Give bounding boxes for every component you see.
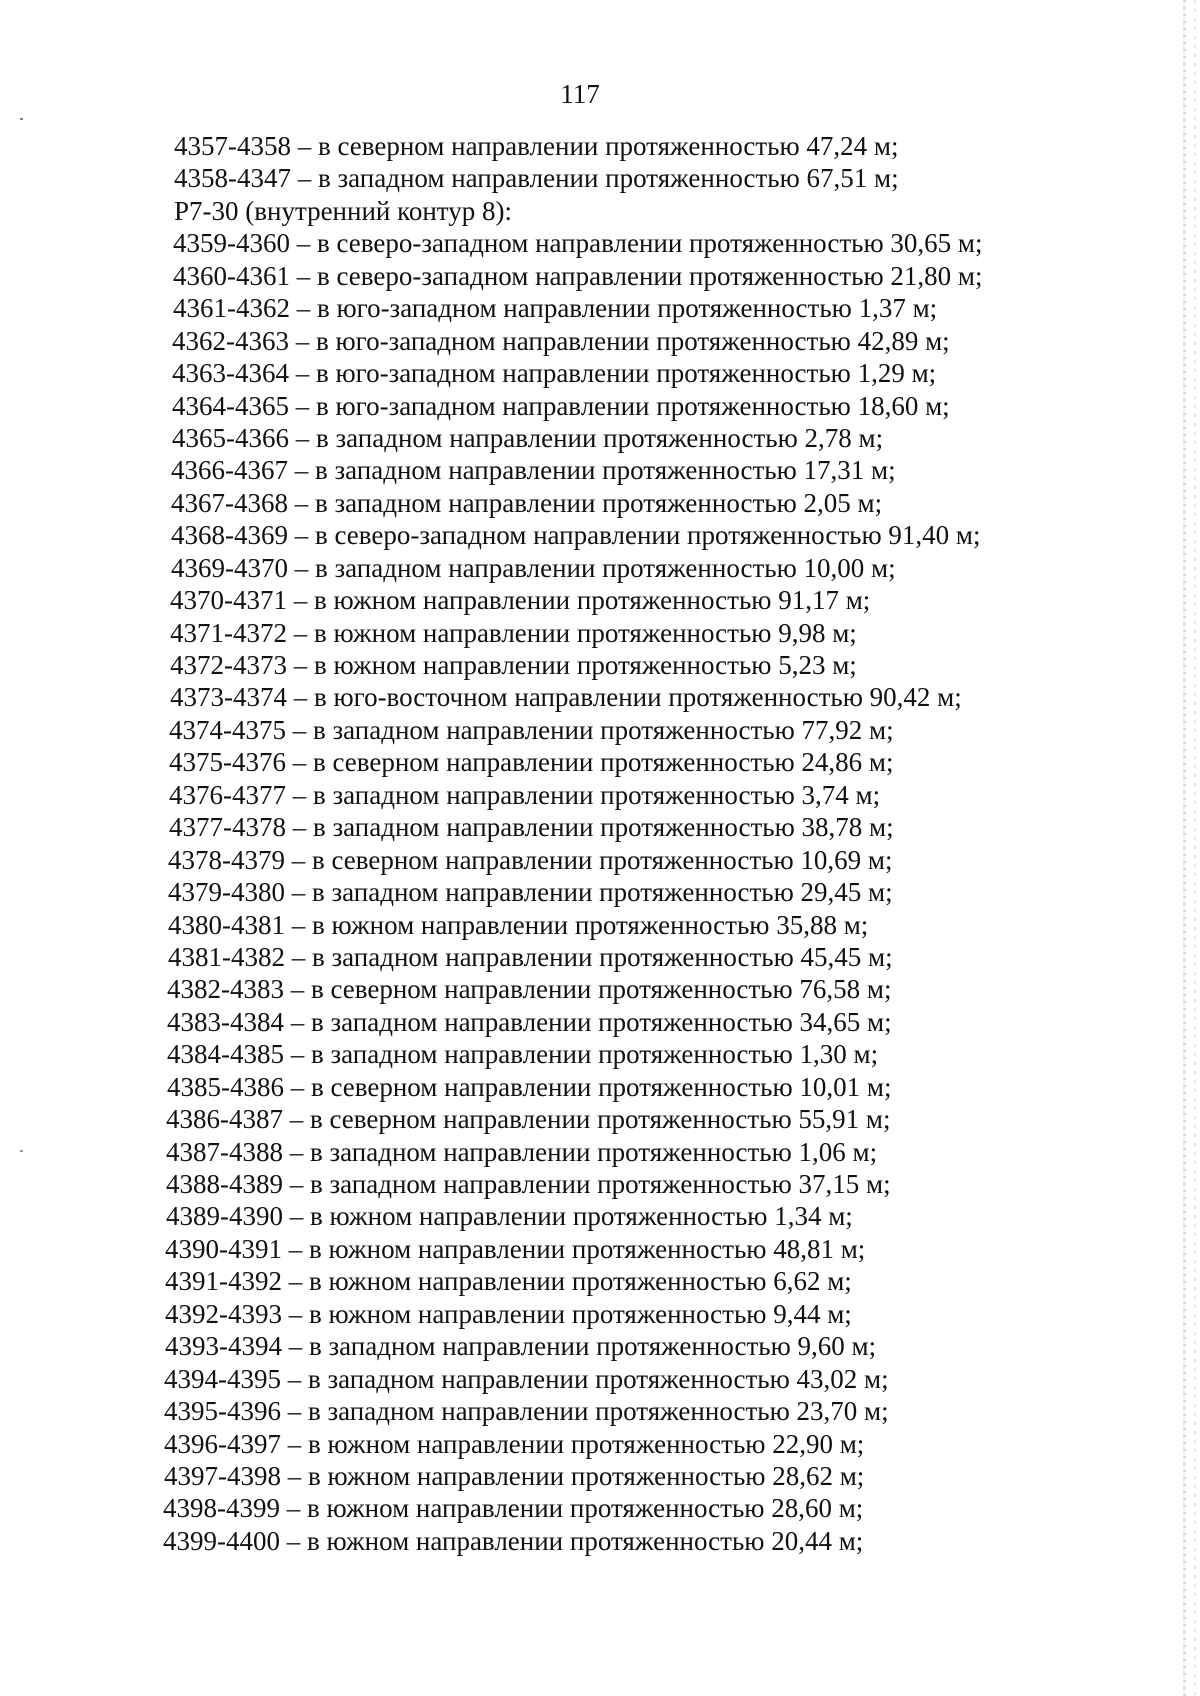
boundary-segment-line: 4371-4372 – в южном направлении протяженностью 9,98 м; <box>170 617 857 648</box>
boundary-segment-line: 4391-4392 – в южном направлении протяженностью 6,62 м; <box>165 1266 852 1297</box>
boundary-segment-line: 4389-4390 – в южном направлении протяженностью 1,34 м; <box>166 1201 853 1232</box>
boundary-segment-line: 4361-4362 – в юго-западном направлении протяженностью 1,37 м; <box>173 293 938 324</box>
page-number: 117 <box>560 79 600 109</box>
boundary-segment-line: 4377-4378 – в западном направлении протяженностью 38,78 м; <box>169 812 894 843</box>
boundary-segment-line: 4357-4358 – в северном направлении протяженностью 47,24 м; <box>174 131 899 161</box>
contour-heading: Р7-30 (внутренний контур 8): <box>174 195 512 226</box>
boundary-segment-line: 4370-4371 – в южном направлении протяженностью 91,17 м; <box>170 585 871 616</box>
boundary-segment-line: 4390-4391 – в южном направлении протяженностью 48,81 м; <box>165 1233 866 1264</box>
boundary-segment-line: 4381-4382 – в западном направлении протяженностью 45,45 м; <box>168 941 893 972</box>
boundary-segment-line: 4384-4385 – в западном направлении протяженностью 1,30 м; <box>167 1039 879 1070</box>
boundary-segment-line: 4372-4373 – в южном направлении протяженностью 5,23 м; <box>170 650 857 680</box>
boundary-segment-line: 4393-4394 – в западном направлении протяженностью 9,60 м; <box>165 1331 877 1362</box>
boundary-segment-line: 4383-4384 – в западном направлении протяженностью 34,65 м; <box>167 1006 892 1037</box>
boundary-segment-line: 4394-4395 – в западном направлении протяженностью 43,02 м; <box>164 1363 889 1394</box>
boundary-segment-line: 4379-4380 – в западном направлении протяженностью 29,45 м; <box>168 877 893 908</box>
boundary-segment-line: 4380-4381 – в южном направлении протяженностью 35,88 м; <box>168 909 869 940</box>
boundary-segment-line: 4395-4396 – в западном направлении протяженностью 23,70 м; <box>164 1396 889 1427</box>
boundary-segment-line: 4366-4367 – в западном направлении протяженностью 17,31 м; <box>171 455 896 486</box>
boundary-segment-line: 4375-4376 – в северном направлении протяженностью 24,86 м; <box>169 747 894 778</box>
boundary-segment-line: 4387-4388 – в западном направлении протяженностью 1,06 м; <box>166 1136 878 1167</box>
boundary-segment-line: 4369-4370 – в западном направлении протяженностью 10,00 м; <box>171 552 896 583</box>
boundary-segment-line: 4398-4399 – в южном направлении протяженностью 28,60 м; <box>163 1493 864 1524</box>
boundary-segment-line: 4359-4360 – в северо-западном направлении протяженностью 30,65 м; <box>173 228 983 259</box>
boundary-segment-line: 4368-4369 – в северо-западном направлении протяженностью 91,40 м; <box>171 520 981 551</box>
boundary-segment-line: 4367-4368 – в западном направлении протяженностью 2,05 м; <box>171 487 883 518</box>
boundary-segment-line: 4397-4398 – в южном направлении протяженностью 28,62 м; <box>164 1460 865 1491</box>
boundary-segment-line: 4378-4379 – в северном направлении протяженностью 10,69 м; <box>168 844 893 875</box>
boundary-segment-line: 4385-4386 – в северном направлении протяженностью 10,01 м; <box>167 1071 892 1102</box>
boundary-segment-line: 4399-4400 – в южном направлении протяженностью 20,44 м; <box>163 1525 864 1556</box>
boundary-description-list <box>0 130 1200 1557</box>
boundary-segment-line: 4392-4393 – в южном направлении протяженностью 9,44 м; <box>165 1298 852 1329</box>
boundary-segment-line: 4363-4364 – в юго-западном направлении протяженностью 1,29 м; <box>172 358 937 389</box>
boundary-segment-line: 4365-4366 – в западном направлении протяженностью 2,78 м; <box>172 422 884 453</box>
boundary-segment-line: 4386-4387 – в северном направлении протяженностью 55,91 м; <box>166 1104 891 1135</box>
boundary-segment-line: 4396-4397 – в южном направлении протяженностью 22,90 м; <box>164 1428 865 1459</box>
boundary-segment-line: 4364-4365 – в юго-западном направлении протяженностью 18,60 м; <box>172 390 950 421</box>
boundary-segment-line: 4358-4347 – в западном направлении протяженностью 67,51 м; <box>174 163 899 194</box>
boundary-segment-line: 4362-4363 – в юго-западном направлении протяженностью 42,89 м; <box>172 325 950 356</box>
boundary-segment-line: 4388-4389 – в западном направлении протяженностью 37,15 м; <box>166 1169 891 1199</box>
boundary-segment-line: 4360-4361 – в северо-западном направлении протяженностью 21,80 м; <box>173 260 983 291</box>
boundary-segment-line: 4376-4377 – в западном направлении протяженностью 3,74 м; <box>169 779 881 810</box>
boundary-segment-line: 4382-4383 – в северном направлении протяженностью 76,58 м; <box>167 974 892 1005</box>
scan-edge-mark <box>20 118 23 120</box>
boundary-segment-line: 4374-4375 – в западном направлении протяженностью 77,92 м; <box>169 714 894 745</box>
boundary-segment-line: 4373-4374 – в юго-восточном направлении протяженностью 90,42 м; <box>170 682 962 713</box>
